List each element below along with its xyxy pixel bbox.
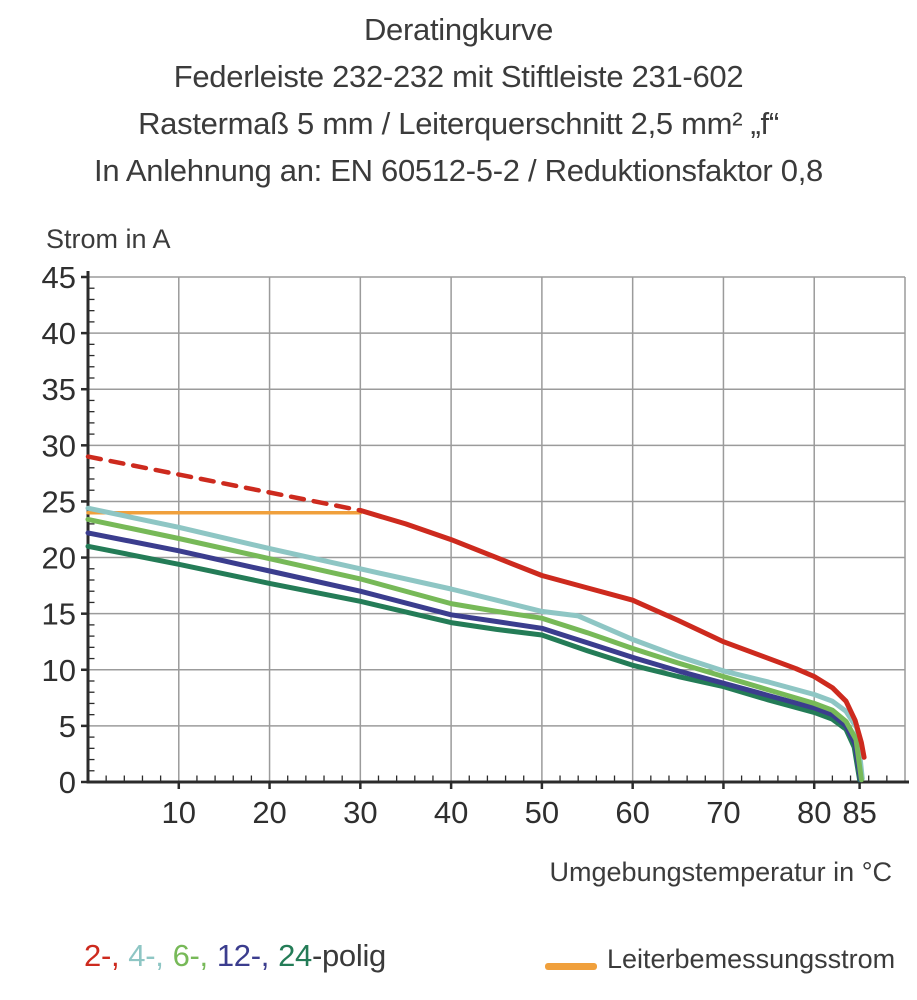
- x-axis-title: Umgebungstemperatur in °C: [549, 857, 892, 887]
- tick-label: 45: [41, 260, 76, 295]
- title-line-2: Federleiste 232-232 mit Stiftleiste 231-602: [173, 59, 744, 94]
- legend-pole-item: 4-,: [128, 938, 164, 973]
- tick-label: 50: [524, 795, 560, 830]
- title-line-1: Deratingkurve: [363, 12, 554, 47]
- legend-pole-counts: [84, 938, 386, 974]
- series-2-polig: [360, 510, 864, 757]
- tick-label: 35: [41, 372, 76, 408]
- y-axis-title: Strom in A: [46, 224, 171, 254]
- tick-label: 70: [706, 795, 741, 830]
- series-24-polig: [88, 546, 860, 780]
- legend-pole-item: 24: [278, 938, 312, 973]
- derating-chart-canvas: [28, 222, 917, 847]
- series-2-polig-projiziert-gestrichelt-: [88, 457, 360, 511]
- tick-label: 20: [252, 795, 287, 830]
- tick-label: 20: [41, 540, 76, 576]
- tick-label: 25: [41, 484, 76, 520]
- legend-pole-item: 6-,: [172, 938, 208, 973]
- tick-label: 60: [615, 795, 650, 830]
- tick-label: 40: [41, 316, 76, 352]
- legend-pole-item: 12-,: [216, 938, 270, 973]
- title-block: [0, 6, 917, 194]
- tick-label: 80: [796, 795, 832, 830]
- tick-label: 0: [58, 765, 76, 800]
- title-line-4: In Anlehnung an: EN 60512-5-2 / Reduktionsfaktor 0,8: [94, 153, 823, 188]
- tick-label: 10: [41, 652, 76, 688]
- rated-current-line-swatch: [545, 963, 597, 970]
- tick-label: 5: [58, 708, 76, 744]
- tick-label: 85: [842, 795, 877, 830]
- tick-label: 10: [161, 795, 197, 830]
- legend-pole-item: 2-,: [84, 938, 120, 973]
- title-line-3: Rastermaß 5 mm / Leiterquerschnitt 2,5 mm² „f“: [138, 106, 779, 141]
- derating-chart: [28, 222, 917, 847]
- tick-label: 40: [433, 795, 469, 830]
- legend-pole-suffix: -polig: [311, 938, 386, 973]
- tick-label: 30: [41, 428, 76, 464]
- tick-label: 15: [41, 596, 76, 632]
- tick-label: 30: [343, 795, 378, 830]
- rated-current-label: Leiterbemessungsstrom: [607, 944, 896, 974]
